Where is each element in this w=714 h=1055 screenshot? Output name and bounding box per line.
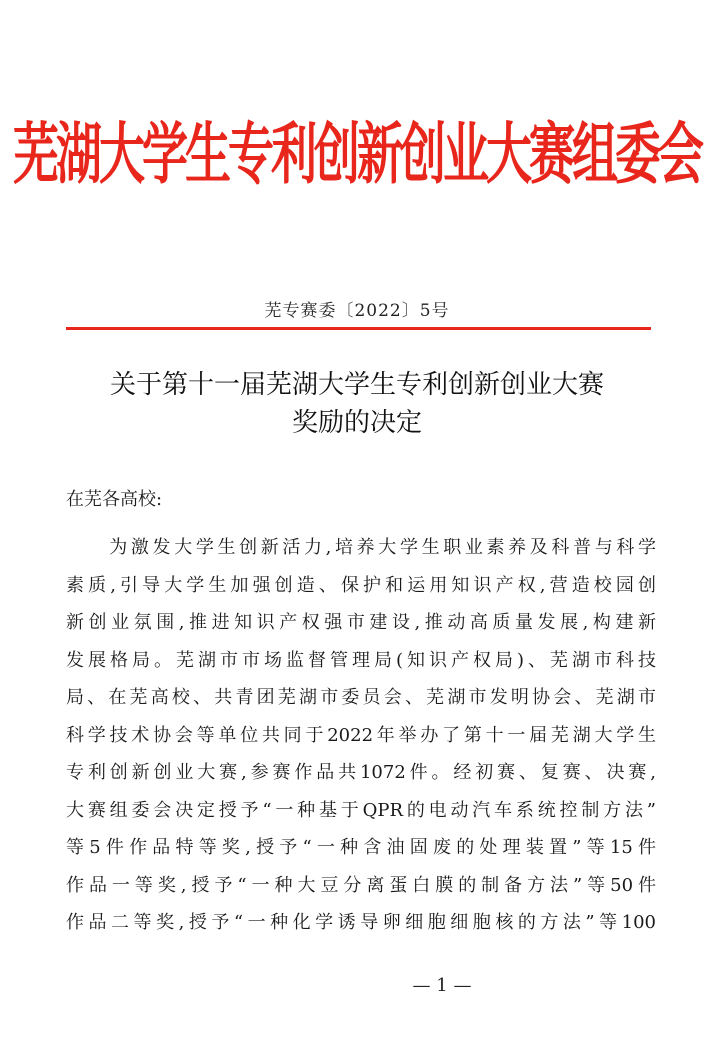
title-line-1: 关于第十一届芜湖大学生专利创新创业大赛 <box>109 370 604 400</box>
body-line: 科学技术协会等单位共同于2022年举办了第十一届芜湖大学生 <box>66 724 656 746</box>
body-line: 局、在芜高校、共青团芜湖市委员会、芜湖市发明协会、芜湖市 <box>66 687 656 708</box>
document-number: 芜专赛委〔2022〕5号 <box>264 301 450 321</box>
document-title <box>0 366 714 442</box>
body-line: 大赛组委会决定授予“一种基于QPR的电动汽车系统控制方法” <box>66 799 656 821</box>
body-line: 等5件作品特等奖,授予“一种含油固废的处理装置”等15件 <box>66 837 656 858</box>
salutation: 在芜各高校: <box>66 489 163 510</box>
organization-header: 芜湖大学生专利创新创业大赛组委会 <box>13 114 701 194</box>
red-divider-line <box>66 327 651 330</box>
body-line: 发展格局。芜湖市市场监督管理局(知识产权局)、芜湖市科技 <box>66 649 656 671</box>
body-paragraph <box>66 529 656 942</box>
body-line: 新创业氛围,推进知识产权强市建设,推动高质量发展,构建新 <box>66 612 656 633</box>
body-line: 为激发大学生创新活力,培养大学生职业素养及科普与科学 <box>66 537 656 558</box>
body-line: 专利创新创业大赛,参赛作品共1072件。经初赛、复赛、决赛, <box>66 762 656 783</box>
body-line: 作品二等奖,授予“一种化学诱导卵细胞细胞核的方法”等100 <box>66 912 656 933</box>
body-line: 作品一等奖,授予“一种大豆分离蛋白膜的制备方法”等50件 <box>66 874 656 896</box>
body-line: 素质,引导大学生加强创造、保护和运用知识产权,营造校园创 <box>66 574 656 596</box>
page-number: — 1 — <box>412 975 472 996</box>
title-line-2: 奖励的决定 <box>291 408 422 438</box>
